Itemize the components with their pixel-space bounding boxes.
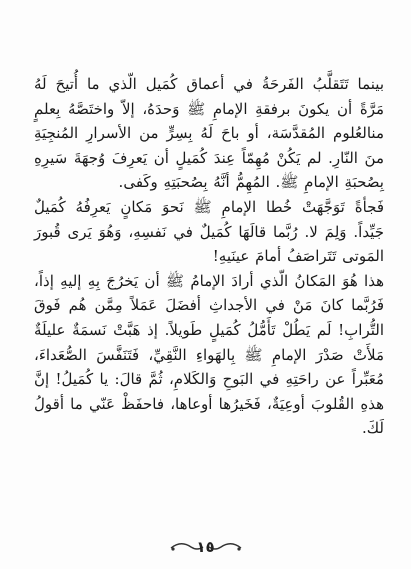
page-footer: [0, 536, 411, 564]
paragraph-1: بينما تَتَقلَّبُ الفَرحَةُ في أعماق كُمَيل الّذي ما أُتيحَ لَهُ مَرَّةً أن يكونَ برفقةِ الإمامِ ﷺ وَحدَهُ، إلاّ واختَصَّهُ بِعلمٍ منالعُلوم المُقدَّسَة، أو باحَ لَهُ بِسِرٍّ من الأسرارِ المُنجِيَةِ منَ النّارِ. لم يَكُنْ مُهِمّاً عِندَ كُمَيلٍ أن يَعرِفَ وُجهَةَ سَيرِهِ بِصُحبَةِ الإمامِ ﷺ. المُهِمُّ أنَّهُ بِصُحبَتِهِ وكَفى.: [34, 75, 384, 192]
body-text: [34, 72, 384, 441]
page-number: ١٥: [196, 538, 215, 556]
paragraph-3: هذا هُوَ المَكانُ الّذي أرادَ الإمامُ ﷺ أن يَخرُجَ بِهِ إليهِ إذاً، فَرُبَّما كانَ مَنْ في الأجداثِ أفضَلَ عَمَلاً مِمَّن هُم فَوقَ التُّرابِ! لَم يَطُلْ تَأَمُّلُ كُمَيلٍ طَويلاً. إذ هَبَّتْ نَسمَةٌ عليلَةٌ مَلأَتْ صَدْرَ الإمامِ ﷺ بِالهَواءِ النَّقِيِّ، فَتَنَفَّسَ الصُّعَداءَ، مُعَبِّراً عن راحَتِهِ في البَوحِ وَالكَلامِ، ثُمَّ قالَ: يا كُمَيلُ! إنَّ هذهِ القُلوبَ أوعِيَةٌ، فَخَيرُها أوعاها، فاحفَظْ عَنّي ما أقولُ لَكَ.: [34, 271, 384, 438]
page-number-ornament: [167, 536, 245, 558]
paragraph-2: فَجأةً تَوَجَّهَتْ خُطا الإمامِ ﷺ نَحوَ مَكانٍ يَعرِفُهُ كُمَيلٌ جَيِّداً. وَلِمَ لا. رُبَّما قالَهَا كُمَيلٌ في نَفسِهِ، وَهُوَ يَرى قُبورَ المَوتى تَتَراصَفُ أمامَ عينَيهِ!: [34, 197, 384, 266]
